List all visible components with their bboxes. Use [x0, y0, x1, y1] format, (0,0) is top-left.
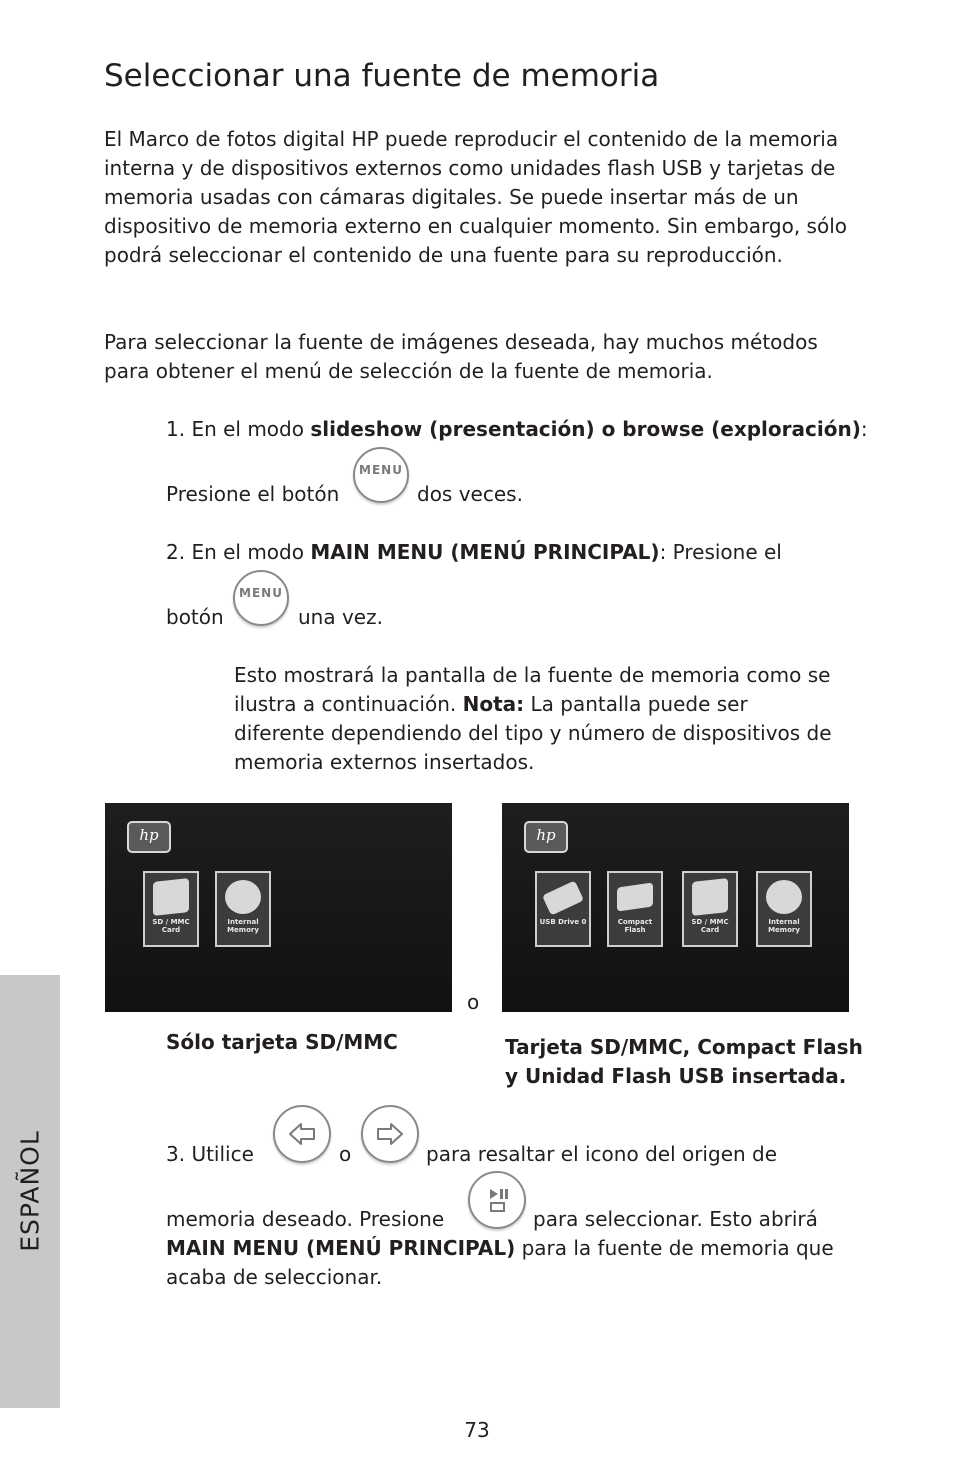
usb-drive-icon: USB Drive 0 — [535, 871, 591, 947]
step1-text-after: dos veces. — [417, 482, 523, 506]
step3-prefix: 3. Utilice — [166, 1142, 254, 1166]
caption-right-line1: Tarjeta SD/MMC, Compact Flash — [505, 1035, 863, 1059]
menu-button-icon: MENU — [233, 570, 289, 626]
step2-text-before: botón — [166, 605, 224, 629]
left-arrow-button-icon — [273, 1105, 331, 1163]
compact-flash-icon: Compact Flash — [607, 871, 663, 947]
sd-card-icon: SD / MMC Card — [143, 871, 199, 947]
screen-multiple-devices — [502, 803, 849, 1012]
step3-line2-before: memoria deseado. Presione — [166, 1207, 445, 1231]
note-paragraph: Esto mostrará la pantalla de la fuente de memoria como se ilustra a continuación. Nota: La pantalla puede ser diferente dependiendo del tipo y número de dispositivos de memoria externos insertados. — [234, 663, 832, 774]
page-number: 73 — [464, 1418, 490, 1442]
caption-right-line2: y Unidad Flash USB insertada. — [505, 1064, 847, 1088]
right-arrow-button-icon — [361, 1105, 419, 1163]
step3-or: o — [339, 1142, 352, 1166]
step1-heading: 1. En el modo slideshow (presentación) o browse (exploración): — [166, 417, 868, 441]
step2-heading: 2. En el modo MAIN MENU (MENÚ PRINCIPAL): Presione el — [166, 540, 782, 564]
sd-card-icon: SD / MMC Card — [682, 871, 738, 947]
step3-line2-after: para seleccionar. Esto abrirá — [533, 1207, 818, 1231]
internal-memory-icon: Internal Memory — [756, 871, 812, 947]
internal-memory-icon: Internal Memory — [215, 871, 271, 947]
step3-line4: acaba de seleccionar. — [166, 1265, 383, 1289]
step2-text-after: una vez. — [298, 605, 383, 629]
menu-button-icon: MENU — [353, 447, 409, 503]
page-title: Seleccionar una fuente de memoria — [104, 58, 660, 94]
intro-paragraph: El Marco de fotos digital HP puede reproducir el contenido de la memoria interna y de dispositivos externos como unidades flash USB y tarjetas de memoria usadas con cámaras digitales. Se puede insertar más de un dispositivo de memoria externo en cualquier momento. Sin embargo, sólo podrá seleccionar el contenido de una fuente para su reproducción. — [104, 127, 847, 267]
screen-sd-only — [105, 803, 452, 1012]
caption-left: Sólo tarjeta SD/MMC — [166, 1030, 398, 1054]
step3-line1-after: para resaltar el icono del origen de — [426, 1142, 778, 1166]
hp-logo: hp — [524, 821, 568, 853]
language-side-tab: ESPAÑOL — [0, 975, 60, 1408]
methods-paragraph: Para seleccionar la fuente de imágenes deseada, hay muchos métodos para obtener el menú de selección de la fuente de memoria. — [104, 330, 818, 383]
step3-line3: MAIN MENU (MENÚ PRINCIPAL) para la fuente de memoria que — [166, 1236, 834, 1260]
hp-logo: hp — [127, 821, 171, 853]
play-pause-button-icon — [468, 1171, 526, 1229]
step1-text-before: Presione el botón — [166, 482, 340, 506]
or-text: o — [467, 990, 480, 1014]
